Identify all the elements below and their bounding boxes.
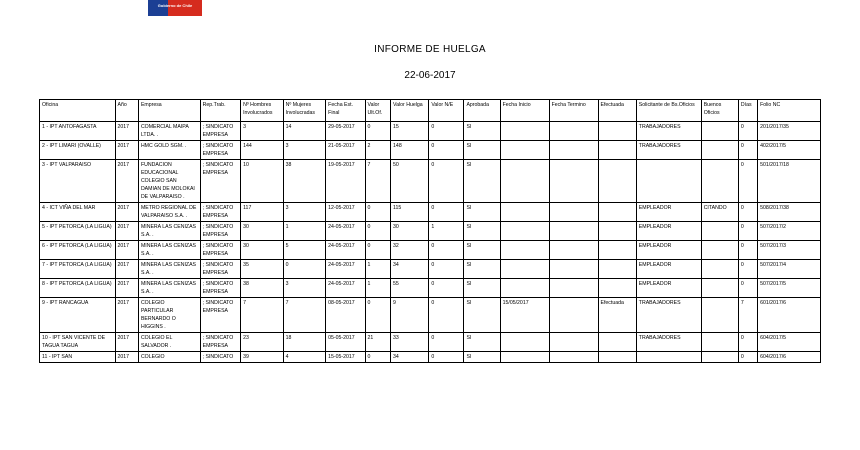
header-row bbox=[40, 100, 821, 122]
table-cell: 0 bbox=[429, 203, 464, 222]
table-cell: 0 bbox=[738, 333, 757, 352]
table-cell: TRABAJADORES bbox=[636, 141, 701, 160]
table-cell: 15 bbox=[391, 122, 429, 141]
table-cell: 29-05-2017 bbox=[326, 122, 365, 141]
table-cell bbox=[549, 298, 598, 333]
table-cell bbox=[500, 352, 549, 363]
table-cell: 402/2017/5 bbox=[758, 141, 821, 160]
table-cell bbox=[500, 222, 549, 241]
table-cell bbox=[549, 260, 598, 279]
table-cell: ; SINDICATO bbox=[200, 352, 240, 363]
table-cell: SI bbox=[464, 352, 500, 363]
table-row bbox=[40, 279, 821, 298]
government-logo bbox=[148, 0, 202, 16]
column-header: Empresa bbox=[138, 100, 200, 122]
table-cell: EMPLEADOR bbox=[636, 222, 701, 241]
table-cell: TRABAJADORES bbox=[636, 333, 701, 352]
table-cell: SI bbox=[464, 141, 500, 160]
table-cell: 0 bbox=[429, 352, 464, 363]
column-header: Buenos Oficios bbox=[701, 100, 738, 122]
table-cell: 0 bbox=[738, 260, 757, 279]
table-cell: 18 bbox=[283, 333, 326, 352]
table-cell: 35 bbox=[241, 260, 284, 279]
column-header: Fecha Inicio bbox=[500, 100, 549, 122]
table-cell bbox=[598, 241, 636, 260]
table-cell bbox=[549, 203, 598, 222]
table-cell: TRABAJADORES bbox=[636, 298, 701, 333]
table-cell: 0 bbox=[738, 222, 757, 241]
table-row bbox=[40, 141, 821, 160]
table-body bbox=[40, 122, 821, 363]
column-header: Oficina bbox=[40, 100, 116, 122]
table-cell: CITANDO bbox=[701, 203, 738, 222]
table-cell: SI bbox=[464, 333, 500, 352]
table-cell bbox=[636, 160, 701, 203]
table-cell: ; SINDICATO EMPRESA bbox=[200, 122, 240, 141]
table-cell bbox=[549, 141, 598, 160]
report-title: INFORME DE HUELGA bbox=[374, 44, 486, 55]
table-cell: 0 bbox=[738, 241, 757, 260]
table-cell: 4 - ICT VIÑA DEL MAR bbox=[40, 203, 116, 222]
table-row bbox=[40, 333, 821, 352]
table-cell: 0 bbox=[365, 352, 391, 363]
table-cell: 115 bbox=[391, 203, 429, 222]
table-row bbox=[40, 260, 821, 279]
table-cell: 0 bbox=[365, 241, 391, 260]
table-cell: 3 bbox=[283, 141, 326, 160]
table-row bbox=[40, 122, 821, 141]
table-cell: 21 bbox=[365, 333, 391, 352]
table-cell: 507/2017/2 bbox=[758, 222, 821, 241]
table-cell: 2017 bbox=[115, 241, 138, 260]
table-cell: 1 bbox=[365, 260, 391, 279]
table-cell: 2017 bbox=[115, 260, 138, 279]
table-cell: 8 - IPT PETORCA (LA LIGUA) bbox=[40, 279, 116, 298]
table-cell: 7 - IPT PETORCA (LA LIGUA) bbox=[40, 260, 116, 279]
table-cell: 0 bbox=[365, 298, 391, 333]
table-cell: 23 bbox=[241, 333, 284, 352]
table-cell: SI bbox=[464, 241, 500, 260]
table-cell bbox=[598, 279, 636, 298]
table-cell: 201/2017/35 bbox=[758, 122, 821, 141]
table-cell: 30 bbox=[241, 241, 284, 260]
table-cell: SI bbox=[464, 298, 500, 333]
table-cell: EMPLEADOR bbox=[636, 279, 701, 298]
table-cell: 0 bbox=[738, 352, 757, 363]
table-cell bbox=[636, 352, 701, 363]
table-cell: 2017 bbox=[115, 203, 138, 222]
table-cell: 55 bbox=[391, 279, 429, 298]
table-cell: 24-05-2017 bbox=[326, 222, 365, 241]
table-cell: Efectuada bbox=[598, 298, 636, 333]
table-cell: ; SINDICATO EMPRESA bbox=[200, 203, 240, 222]
table-cell: 0 bbox=[738, 160, 757, 203]
table-cell bbox=[598, 260, 636, 279]
table-cell: SI bbox=[464, 279, 500, 298]
table-cell: ; SINDICATO EMPRESA bbox=[200, 160, 240, 203]
table-cell: ; SINDICATO EMPRESA bbox=[200, 141, 240, 160]
table-cell bbox=[500, 203, 549, 222]
column-header: Días bbox=[738, 100, 757, 122]
table-cell: 0 bbox=[738, 203, 757, 222]
table-cell: 507/2017/5 bbox=[758, 279, 821, 298]
table-cell: EMPLEADOR bbox=[636, 203, 701, 222]
table-cell bbox=[701, 298, 738, 333]
table-cell bbox=[500, 141, 549, 160]
table-cell: 148 bbox=[391, 141, 429, 160]
column-header: Fecha Est. Final bbox=[326, 100, 365, 122]
table-cell: 3 - IPT VALPARAISO bbox=[40, 160, 116, 203]
table-cell: TRABAJADORES bbox=[636, 122, 701, 141]
table-cell: 9 - IPT RANCAGUA bbox=[40, 298, 116, 333]
column-header: Valor Ult.Of. bbox=[365, 100, 391, 122]
report-date: 22-06-2017 bbox=[404, 70, 456, 81]
table-cell: EMPLEADOR bbox=[636, 260, 701, 279]
table-cell: 7 bbox=[241, 298, 284, 333]
table-cell: 14 bbox=[283, 122, 326, 141]
table-row bbox=[40, 352, 821, 363]
table-cell bbox=[549, 160, 598, 203]
table-row bbox=[40, 160, 821, 203]
table-cell: 0 bbox=[738, 279, 757, 298]
table-cell: 30 bbox=[241, 222, 284, 241]
logo-text: Gobierno de Chile bbox=[157, 3, 193, 8]
table-cell bbox=[701, 352, 738, 363]
table-cell: 6 - IPT PETORCA (LA LIGUA) bbox=[40, 241, 116, 260]
table-cell bbox=[500, 279, 549, 298]
table-row bbox=[40, 241, 821, 260]
table-cell: 3 bbox=[283, 203, 326, 222]
table-cell bbox=[701, 260, 738, 279]
table-cell: 4 bbox=[283, 352, 326, 363]
table-cell bbox=[598, 160, 636, 203]
table-cell: 1 bbox=[429, 222, 464, 241]
table-cell: 0 bbox=[283, 260, 326, 279]
table-cell: MINERA LAS CENIZAS S.A. . bbox=[138, 279, 200, 298]
table-cell: 0 bbox=[738, 141, 757, 160]
table-cell: 604/2017/5 bbox=[758, 333, 821, 352]
table-cell: SI bbox=[464, 122, 500, 141]
table-cell: 11 - IPT SAN bbox=[40, 352, 116, 363]
table-cell: 117 bbox=[241, 203, 284, 222]
table-cell: 0 bbox=[365, 203, 391, 222]
table-cell: 0 bbox=[738, 122, 757, 141]
table-cell: 10 bbox=[241, 160, 284, 203]
table-cell bbox=[598, 203, 636, 222]
table-cell: 0 bbox=[429, 298, 464, 333]
column-header: Fecha Termino bbox=[549, 100, 598, 122]
table-cell: 2017 bbox=[115, 160, 138, 203]
table-cell: 508/2017/38 bbox=[758, 203, 821, 222]
table-cell: 501/2017/18 bbox=[758, 160, 821, 203]
table-cell bbox=[598, 352, 636, 363]
table-cell: 15-05-2017 bbox=[326, 352, 365, 363]
table-cell: 30 bbox=[391, 222, 429, 241]
table-cell bbox=[500, 122, 549, 141]
table-cell: 10 - IPT SAN VICENTE DE TAGUA TAGUA bbox=[40, 333, 116, 352]
table-cell bbox=[500, 160, 549, 203]
table-cell: 601/2017/6 bbox=[758, 298, 821, 333]
strike-report-table bbox=[39, 99, 821, 363]
table-cell: 2 bbox=[365, 141, 391, 160]
table-cell: SI bbox=[464, 160, 500, 203]
table-cell: MINERA LAS CENIZAS S.A. . bbox=[138, 260, 200, 279]
column-header: Nº Mujeres Involucradas bbox=[283, 100, 326, 122]
table-cell bbox=[598, 222, 636, 241]
table-cell: 21-05-2017 bbox=[326, 141, 365, 160]
column-header: Solicitante de Bs.Oficios bbox=[636, 100, 701, 122]
table-cell bbox=[701, 333, 738, 352]
table-cell: 2017 bbox=[115, 279, 138, 298]
table-cell: ; SINDICATO EMPRESA bbox=[200, 279, 240, 298]
table-cell: 9 bbox=[391, 298, 429, 333]
table-cell: 0 bbox=[429, 141, 464, 160]
column-header: Efectuada bbox=[598, 100, 636, 122]
table-cell bbox=[701, 122, 738, 141]
table-cell: 5 bbox=[283, 241, 326, 260]
table-cell bbox=[701, 222, 738, 241]
table-cell: 2017 bbox=[115, 122, 138, 141]
table-cell bbox=[500, 333, 549, 352]
table-cell bbox=[549, 222, 598, 241]
table-cell: 3 bbox=[241, 122, 284, 141]
table-cell bbox=[549, 352, 598, 363]
table-cell bbox=[500, 241, 549, 260]
table-cell: ; SINDICATO EMPRESA bbox=[200, 333, 240, 352]
table-cell: 0 bbox=[429, 333, 464, 352]
table-cell: 144 bbox=[241, 141, 284, 160]
table-cell: 1 bbox=[365, 279, 391, 298]
column-header: Rep.Trab. bbox=[200, 100, 240, 122]
table-cell: 34 bbox=[391, 352, 429, 363]
table-cell: MINERA LAS CENIZAS S.A. . bbox=[138, 241, 200, 260]
table-header bbox=[40, 100, 821, 122]
table-cell: 38 bbox=[241, 279, 284, 298]
table-cell: 507/2017/3 bbox=[758, 241, 821, 260]
table-cell bbox=[598, 333, 636, 352]
table-cell: ; SINDICATO EMPRESA bbox=[200, 298, 240, 333]
table-row bbox=[40, 298, 821, 333]
table-cell: 2017 bbox=[115, 333, 138, 352]
table-cell: 19-05-2017 bbox=[326, 160, 365, 203]
table-cell: 2017 bbox=[115, 222, 138, 241]
table-cell: 24-05-2017 bbox=[326, 279, 365, 298]
table-cell: ; SINDICATO EMPRESA bbox=[200, 222, 240, 241]
table-cell: COLEGIO PARTICULAR BERNARDO O HIGGINS . bbox=[138, 298, 200, 333]
table-cell: 12-05-2017 bbox=[326, 203, 365, 222]
table-cell: COLEGIO bbox=[138, 352, 200, 363]
table-cell: 0 bbox=[365, 222, 391, 241]
table-cell: FUNDACION EDUCACIONAL COLEGIO SAN DAMIAN DE MOLOKAI DE VALPARAISO . bbox=[138, 160, 200, 203]
table-cell bbox=[598, 122, 636, 141]
table-cell: 2017 bbox=[115, 298, 138, 333]
table-cell: 7 bbox=[283, 298, 326, 333]
table-cell bbox=[549, 333, 598, 352]
table-cell: COMERCIAL MAIPA LTDA. . bbox=[138, 122, 200, 141]
column-header: Valor Huelga bbox=[391, 100, 429, 122]
column-header: Aprobada bbox=[464, 100, 500, 122]
table-cell: METRO REGIONAL DE VALPARAISO S.A. . bbox=[138, 203, 200, 222]
table-cell bbox=[500, 260, 549, 279]
table-cell: 32 bbox=[391, 241, 429, 260]
table-cell: 50 bbox=[391, 160, 429, 203]
table-cell: 2 - IPT LIMARI (OVALLE) bbox=[40, 141, 116, 160]
table-cell bbox=[701, 141, 738, 160]
table-cell: 0 bbox=[365, 122, 391, 141]
table-cell: 39 bbox=[241, 352, 284, 363]
table-cell: 34 bbox=[391, 260, 429, 279]
table-cell: COLEGIO EL SALVADOR . bbox=[138, 333, 200, 352]
table-cell: 38 bbox=[283, 160, 326, 203]
table-cell bbox=[549, 279, 598, 298]
table-cell: ; SINDICATO EMPRESA bbox=[200, 260, 240, 279]
table-cell: 0 bbox=[429, 160, 464, 203]
table-cell: 2017 bbox=[115, 141, 138, 160]
table-cell: 0 bbox=[429, 260, 464, 279]
table-cell bbox=[701, 241, 738, 260]
table-cell: 7 bbox=[365, 160, 391, 203]
table-cell: 1 bbox=[283, 222, 326, 241]
table-cell bbox=[549, 122, 598, 141]
table-cell: 0 bbox=[429, 279, 464, 298]
table-cell: SI bbox=[464, 203, 500, 222]
table-cell: 08-05-2017 bbox=[326, 298, 365, 333]
table-cell: 2017 bbox=[115, 352, 138, 363]
column-header: Valor N/E bbox=[429, 100, 464, 122]
table-cell: ; SINDICATO EMPRESA bbox=[200, 241, 240, 260]
table-cell: HMC GOLD SGM. . bbox=[138, 141, 200, 160]
column-header: Año bbox=[115, 100, 138, 122]
table-cell: 1 - IPT ANTOFAGASTA bbox=[40, 122, 116, 141]
table-cell: EMPLEADOR bbox=[636, 241, 701, 260]
table-cell: 0 bbox=[429, 241, 464, 260]
table-cell: 5 - IPT PETORCA (LA LIGUA) bbox=[40, 222, 116, 241]
table-cell bbox=[549, 241, 598, 260]
table-cell: SI bbox=[464, 222, 500, 241]
table-row bbox=[40, 203, 821, 222]
table-cell: SI bbox=[464, 260, 500, 279]
table-cell: 24-05-2017 bbox=[326, 241, 365, 260]
table-cell: MINERA LAS CENIZAS S.A. . bbox=[138, 222, 200, 241]
column-header: Folio NC bbox=[758, 100, 821, 122]
table-cell: 05-05-2017 bbox=[326, 333, 365, 352]
table-cell bbox=[701, 279, 738, 298]
table-cell bbox=[701, 160, 738, 203]
table-cell: 507/2017/4 bbox=[758, 260, 821, 279]
table-cell: 15/05/2017 bbox=[500, 298, 549, 333]
table-cell: 0 bbox=[429, 122, 464, 141]
table-cell bbox=[598, 141, 636, 160]
table-cell: 24-05-2017 bbox=[326, 260, 365, 279]
column-header: Nº Hombres Involucrados bbox=[241, 100, 284, 122]
table-cell: 7 bbox=[738, 298, 757, 333]
table-cell: 3 bbox=[283, 279, 326, 298]
table-cell: 604/2017/6 bbox=[758, 352, 821, 363]
table-cell: 33 bbox=[391, 333, 429, 352]
table-row bbox=[40, 222, 821, 241]
